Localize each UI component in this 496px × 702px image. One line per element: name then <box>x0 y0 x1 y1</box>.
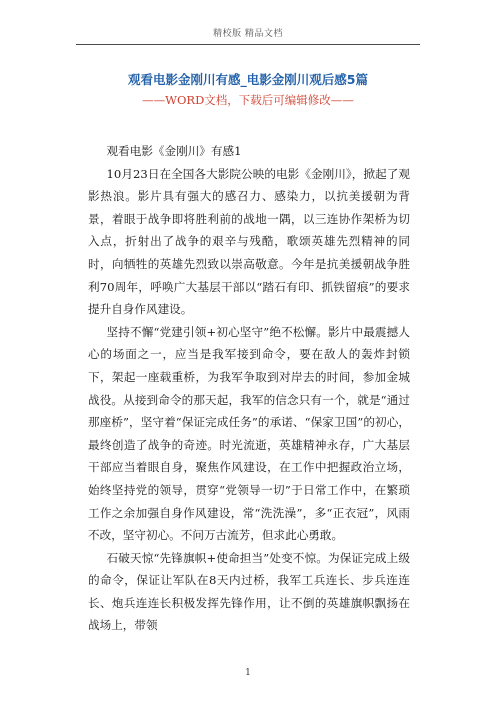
body-paragraph: 坚持不懈“党建引领+初心坚守”绝不松懈。影片中最震撼人心的场面之一，应当是我军接到命令，要在敌人的轰炸封锁下，架起一座载重桥，为我军争取到对岸去的时间，参加金城战役。从接到命令的那天起，我军的信念只有一个，就是“通过那座桥”，坚守着“保证完成任务”的承诺、“保家卫国”的初心，最终创造了战争的奇迹。时光流逝，英雄精神永存，广大基层干部应当着眼自身，聚焦作风建设，在工作中把握政治立场，始终坚持党的领导，贯穿“党领导一切”于日常工作中，在繁琐工作之余加强自身作风建设，常“洗洗澡”，多“正衣冠”，风雨不改，坚守初心。不问万古流芳，但求此心勇敢。 <box>88 324 410 543</box>
body-paragraph: 10月23日在全国各大影院公映的电影《金刚川》，掀起了观影热浪。影片具有强大的感召力、感染力，以抗美援朝为背景，着眼于战争即将胜利前的战地一隅，以三连协作架桥为切入点，折射出了战争的艰辛与残酷，歌颂英雄先烈精神的同时，向牺牲的英雄先烈致以崇高敬意。今年是抗美援朝战争胜利70周年，呼唤广大基层干部以“踏石有印、抓铁留痕”的要求提升自身作风建设。 <box>88 166 410 317</box>
page-number: 1 <box>245 668 251 678</box>
document-subtitle: ——WORD文档，下载后可编辑修改—— <box>142 93 354 107</box>
body-paragraph: 石破天惊“先锋旗帜+使命担当”处变不惊。为保证完成上级的命令，保证让军队在8天内过桥，我军工兵连长、步兵连连长、炮兵连连长积极发挥先锋作用，让不倒的英雄旗帜飘扬在战场上，带领 <box>88 550 410 633</box>
header-divider <box>76 44 420 45</box>
page-header-label: 精校版 精品文档 <box>213 29 283 39</box>
document-body <box>88 140 410 637</box>
section-heading: 观看电影《金刚川》有感1 <box>106 144 242 158</box>
document-title: 观看电影金刚川有感_电影金刚川观后感5篇 <box>128 72 368 87</box>
